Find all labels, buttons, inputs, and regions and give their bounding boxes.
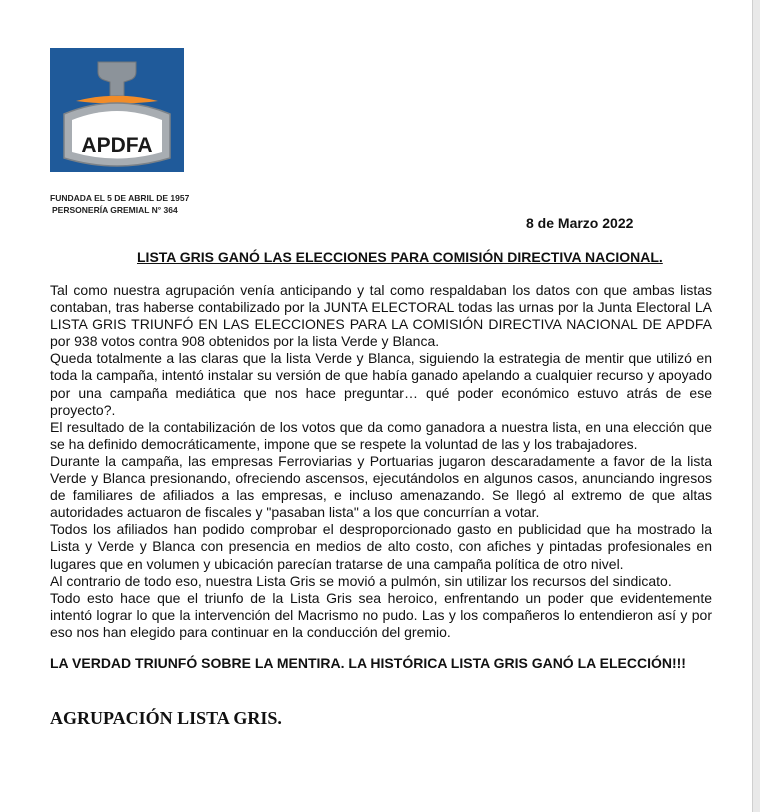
founding-info	[50, 192, 189, 216]
paragraph: Al contrario de todo eso, nuestra Lista Gris se movió a pulmón, sin utilizar los recursos del sindicato.	[50, 572, 672, 589]
paragraph: Todos los afiliados han podido comprobar el desproporcionado gasto en publicidad que ha mostrado la Lista y Verde y Blanca con presencia en medios de alto costo, con afiches y pintadas profesionales en lugares que en volumen y ubicación parecían tratarse de una campaña política de otro nivel.	[50, 521, 712, 572]
logo-text: APDFA	[81, 134, 153, 157]
closing-statement: LA VERDAD TRIUNFÓ SOBRE LA MENTIRA. LA HISTÓRICA LISTA GRIS GANÓ LA ELECCIÓN!!!	[50, 655, 686, 671]
paragraph: Durante la campaña, las empresas Ferroviarias y Portuarias jugaron descaradamente a favor de la lista Verde y Blanca presionando, ofreciendo ascensos, ejecutándolos en algunos casos, anunciando ingresos de familiares de afiliados a las empresas, e incluso amenazando. Se llegó al extremo de que altas autoridades actuaron de fiscales y "pasaban lista" a los que concurrían a votar.	[50, 452, 712, 521]
paragraph: Queda totalmente a las claras que la lista Verde y Blanca, siguiendo la estrategia de mentir que utilizó en toda la campaña, intentó instalar su versión de que había ganado apelando a cualquier recurso y apoyado por una campaña mediática que nos hace preguntar… qué poder económico estuvo atrás de ese proyecto?.	[50, 350, 712, 418]
founding-date: FUNDADA EL 5 DE ABRIL DE 1957	[50, 193, 190, 203]
paragraph: El resultado de la contabilización de los votos que da como ganadora a nuestra lista, en una elección que se ha definido democráticamente, impone que se respete la voluntad de las y los trabajadores.	[50, 418, 712, 452]
document-date: 8 de Marzo 2022	[526, 215, 634, 231]
document-body	[50, 282, 712, 641]
paragraph: Tal como nuestra agrupación venía anticipando y tal como respaldaban los datos con que ambas listas contaban, tras haberse contabilizado por la JUNTA ELECTORAL todas las urnas por la Junta Electoral LA LISTA GRIS TRIUNFÓ EN LAS ELECCIONES PARA LA COMISIÓN DIRECTIVA NACIONAL DE APDFA por 938 votos contra 908 obtenidos por la lista Verde y Blanca.	[50, 282, 712, 350]
apdfa-logo	[50, 48, 184, 172]
signature: AGRUPACIÓN LISTA GRIS.	[50, 708, 282, 728]
document-headline: LISTA GRIS GANÓ LAS ELECCIONES PARA COMISIÓN DIRECTIVA NACIONAL.	[137, 249, 663, 265]
paragraph: Todo esto hace que el triunfo de la Lista Gris sea heroico, enfrentando un poder que evidentemente intentó lograr lo que la intervención del Macrismo no pudo. Las y los compañeros lo entendieron así y por eso nos han elegido para continuar en la conducción del gremio.	[50, 589, 712, 640]
union-registration: PERSONERÍA GREMIAL N° 364	[52, 205, 178, 215]
